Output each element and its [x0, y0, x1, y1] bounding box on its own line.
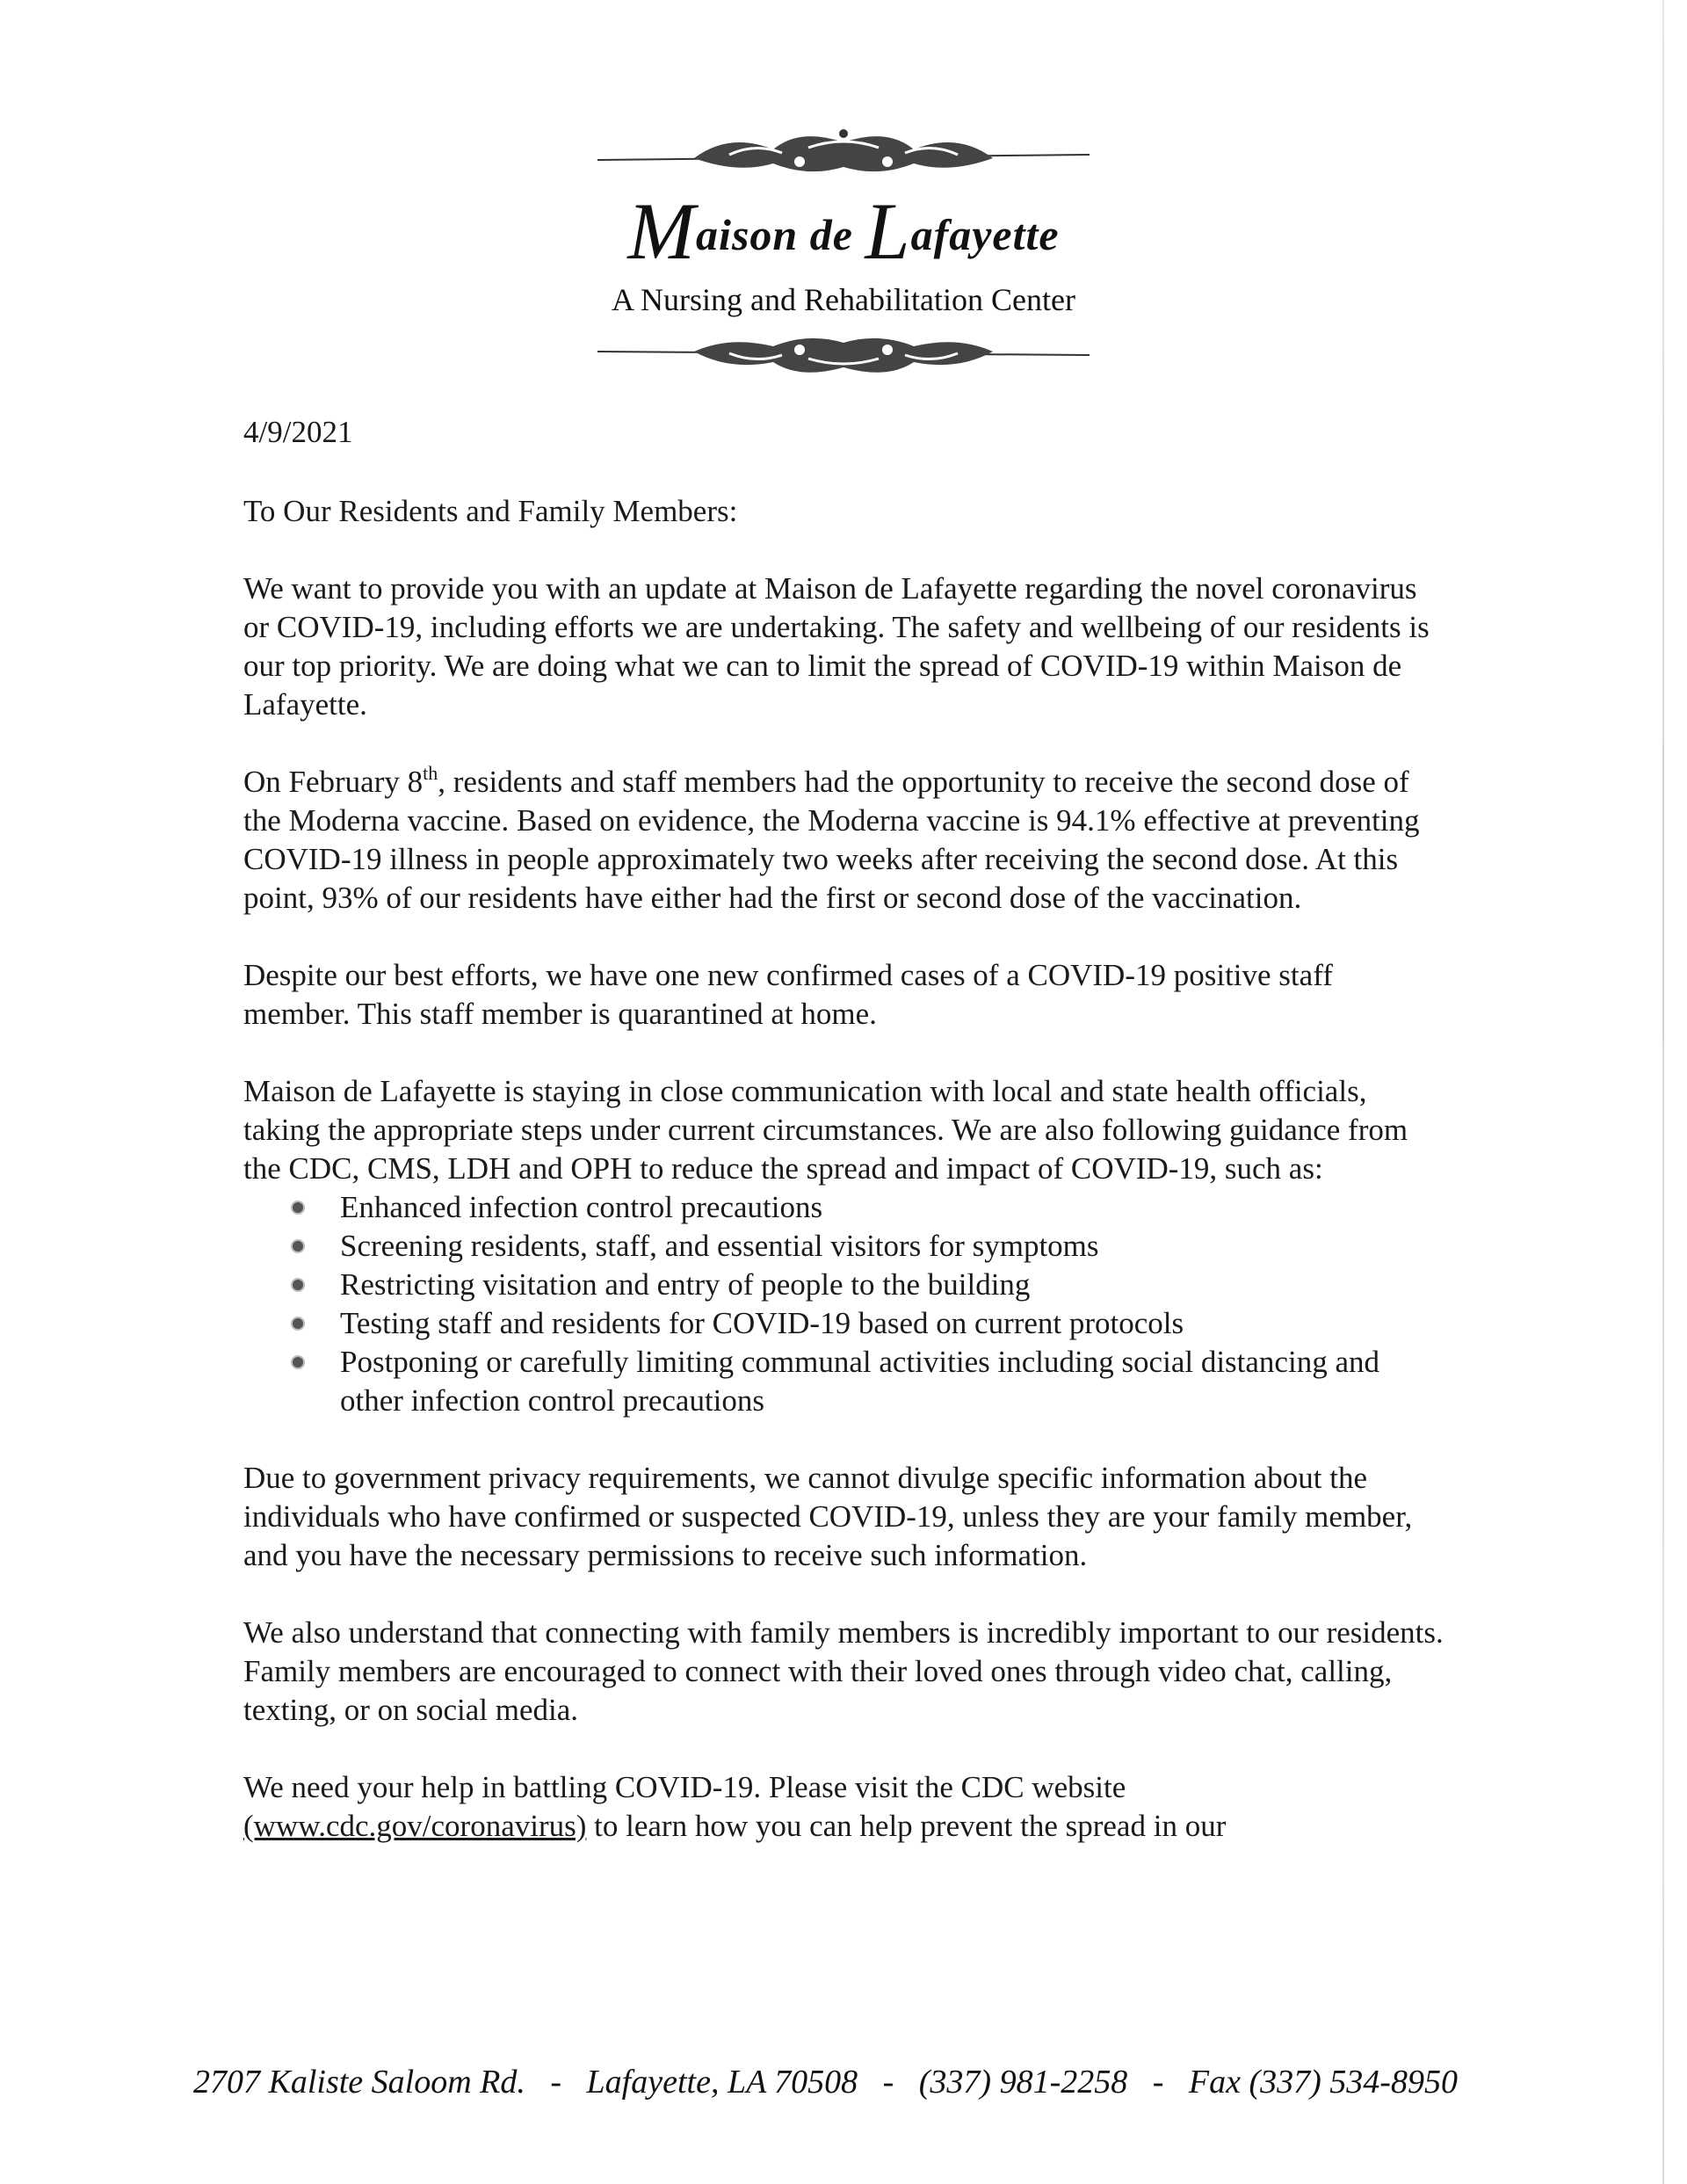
list-item-text: Postponing or carefully limiting communal activities including social distancing and other infection control precautions [340, 1345, 1379, 1418]
cdc-link[interactable]: (www.cdc.gov/coronavirus) [243, 1809, 587, 1843]
paragraph-vaccine-rest: , residents and staff members had the opportunity to receive the second dose of the Moderna vaccine. Based on evidence, the Moderna vaccine is 94.1% effective at preventing COVID-19 illness in people approximately two weeks after receiving the second dose. At this point, 93% of our residents have either had the first or second dose of the vaccination. [243, 765, 1420, 915]
list-item-text: Testing staff and residents for COVID-19 based on current protocols [340, 1306, 1184, 1340]
list-item-text: Screening residents, staff, and essential visitors for symptoms [340, 1229, 1099, 1263]
letter-date: 4/9/2021 [243, 415, 353, 449]
ordinal-suffix: th [423, 762, 438, 784]
paragraph-vaccine-start: On February 8 [243, 765, 424, 799]
paragraph-family: We also understand that connecting with family members is incredibly important to our residents. Family members are encouraged to connect with their loved ones through video chat, calling, texting, or on social media. [243, 1615, 1444, 1727]
logo-text-part1: aison de [696, 210, 865, 259]
paragraph-vaccine [243, 763, 1447, 918]
letterhead-subtitle: A Nursing and Rehabilitation Center [612, 282, 1075, 317]
footer-contact [193, 2063, 1511, 2101]
paragraph-new-case: Despite our best efforts, we have one new confirmed cases of a COVID-19 positive staff member. This staff member is quarantined at home. [243, 958, 1333, 1031]
footer-separator: - [1152, 2064, 1164, 2101]
list-item-text: Enhanced infection control precautions [340, 1190, 823, 1224]
bullet-icon [293, 1202, 303, 1213]
scan-edge [1662, 0, 1664, 2184]
list-item [293, 1227, 1447, 1266]
paragraph-guidance: Maison de Lafayette is staying in close communication with local and state health officials, taking the appropriate steps under current circumstances. We are also following guidance from the CDC, CMS, LDH and OPH to reduce the spread and impact of COVID-19, such as: [243, 1074, 1408, 1186]
list-item-text: Restricting visitation and entry of people to the building [340, 1267, 1031, 1302]
paragraph-update: We want to provide you with an update at Maison de Lafayette regarding the novel coronavirus or COVID-19, including efforts we are undertaking. The safety and wellbeing of our residents is our top priority. We are doing what we can to limit the spread of COVID-19 within Maison de Lafayette. [243, 571, 1430, 722]
letterhead [580, 123, 1107, 422]
bullet-icon [293, 1241, 303, 1252]
list-item [293, 1266, 1447, 1304]
list-item [293, 1343, 1447, 1420]
list-item [293, 1304, 1447, 1343]
logo-text-part2: afayette [910, 210, 1060, 259]
footer-separator: - [882, 2064, 894, 2101]
footer-fax: Fax (337) 534-8950 [1188, 2064, 1458, 2101]
paragraph-help-rest: to learn how you can help prevent the spread in our [586, 1809, 1227, 1843]
ornament-top-icon [597, 123, 1090, 185]
letter-salutation: To Our Residents and Family Members: [243, 494, 738, 528]
bullet-icon [293, 1280, 303, 1290]
logo-initial-l: L [865, 186, 911, 276]
footer-address: 2707 Kaliste Saloom Rd. [193, 2064, 525, 2101]
logo-wordmark [580, 185, 1107, 278]
logo-initial-m: M [627, 186, 697, 276]
letter-body [243, 413, 1447, 1846]
list-item [293, 1188, 1447, 1227]
paragraph-privacy: Due to government privacy requirements, we cannot divulge specific information about the individuals who have confirmed or suspected COVID-19, unless they are your family member, and you have the necessary permissions to receive such information. [243, 1461, 1413, 1572]
paragraph-help [243, 1768, 1447, 1846]
footer-separator: - [550, 2064, 562, 2101]
bullet-icon [293, 1357, 303, 1368]
bullet-icon [293, 1318, 303, 1329]
footer-phone: (337) 981-2258 [918, 2064, 1128, 2101]
ornament-bottom-icon [597, 325, 1090, 387]
footer-city: Lafayette, LA 70508 [586, 2064, 858, 2101]
paragraph-help-start: We need your help in battling COVID-19. Please visit the CDC website [243, 1770, 1126, 1804]
precautions-list [243, 1188, 1447, 1420]
